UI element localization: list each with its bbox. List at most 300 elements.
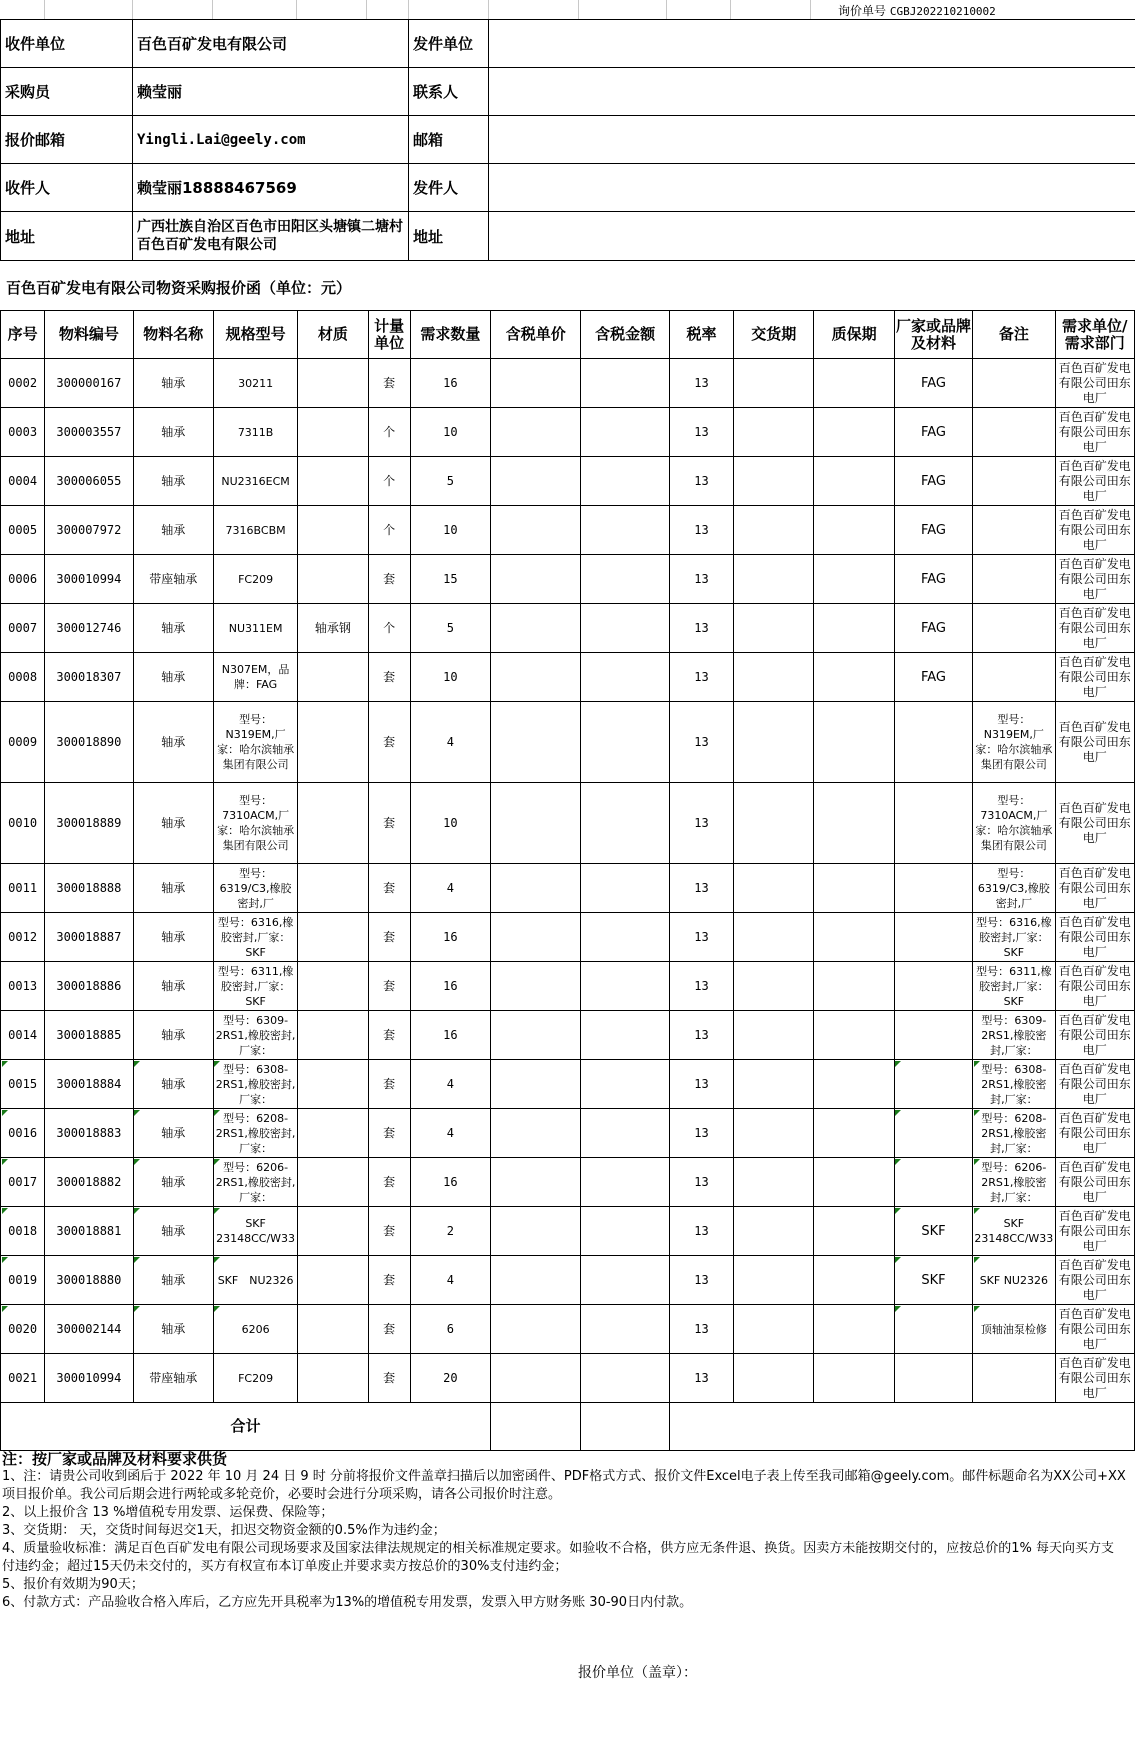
info-label: 报价邮箱	[1, 116, 133, 164]
cell-spec: 型号：6311,橡胶密封,厂家：SKF	[213, 962, 297, 1011]
stamp-label: 报价单位（盖章）：	[578, 1665, 697, 1681]
cell-material	[298, 1011, 368, 1060]
note-line: 2、以上报价含 13 %增值税专用发票、运保费、保险等；	[2, 1505, 334, 1520]
cell-remark	[973, 359, 1055, 408]
cell-remark	[973, 555, 1055, 604]
cell-unit: 个	[368, 408, 410, 457]
cell-indicator-icon	[974, 1061, 980, 1067]
cell-name: 轴承	[133, 1207, 213, 1256]
grid-cell	[132, 0, 213, 19]
col-remark: 备注	[973, 311, 1055, 359]
cell-unit: 套	[368, 702, 410, 783]
cell-remark	[973, 604, 1055, 653]
cell-name: 轴承	[133, 864, 213, 913]
cell-dept: 百色百矿发电有限公司田东电厂	[1055, 1354, 1134, 1403]
cell-warranty	[814, 783, 894, 864]
cell-material	[298, 359, 368, 408]
cell-seq: 0013	[1, 962, 45, 1011]
cell-indicator-icon	[214, 1159, 220, 1165]
cell-spec: SKF NU2326	[213, 1256, 297, 1305]
cell-brand: SKF	[894, 1256, 972, 1305]
col-brand: 厂家或品牌及材料	[894, 311, 972, 359]
cell-price	[491, 1207, 581, 1256]
cell-tax: 13	[669, 1158, 733, 1207]
cell-indicator-icon	[214, 1110, 220, 1116]
cell-indicator-icon	[134, 1159, 140, 1165]
cell-indicator-icon	[974, 1110, 980, 1116]
cell-brand	[894, 962, 972, 1011]
cell-indicator-icon	[214, 1257, 220, 1263]
grid-cell	[212, 0, 297, 19]
info-value	[489, 68, 1135, 116]
cell-amount	[581, 864, 669, 913]
cell-seq: 0020	[1, 1305, 45, 1354]
cell-remark: 型号：7310ACM,厂家：哈尔滨轴承集团有限公司	[973, 783, 1055, 864]
cell-price	[491, 913, 581, 962]
cell-indicator-icon	[974, 1306, 980, 1312]
info-value	[489, 116, 1135, 164]
cell-remark	[973, 1354, 1055, 1403]
total-rest-cell	[669, 1403, 1134, 1451]
cell-seq: 0006	[1, 555, 45, 604]
cell-amount	[581, 913, 669, 962]
cell-qty: 16	[410, 913, 490, 962]
cell-amount	[581, 1158, 669, 1207]
cell-material	[298, 864, 368, 913]
cell-unit: 套	[368, 555, 410, 604]
cell-name: 轴承	[133, 702, 213, 783]
cell-brand	[894, 864, 972, 913]
cell-spec: N307EM，品牌：FAG	[213, 653, 297, 702]
grid-cell	[44, 0, 133, 19]
cell-warranty	[814, 506, 894, 555]
cell-seq: 0002	[1, 359, 45, 408]
cell-price	[491, 1354, 581, 1403]
cell-warranty	[814, 408, 894, 457]
cell-seq: 0016	[1, 1109, 45, 1158]
cell-price	[491, 408, 581, 457]
total-row	[1, 1403, 1135, 1451]
cell-qty: 16	[410, 1011, 490, 1060]
cell-indicator-icon	[214, 1306, 220, 1312]
cell-spec: NU2316ECM	[213, 457, 297, 506]
info-label: 发件单位	[409, 20, 489, 68]
cell-unit: 个	[368, 506, 410, 555]
cell-spec: NU311EM	[213, 604, 297, 653]
cell-dept: 百色百矿发电有限公司田东电厂	[1055, 1207, 1134, 1256]
cell-spec: FC209	[213, 555, 297, 604]
cell-qty: 15	[410, 555, 490, 604]
info-value: 赖莹丽	[133, 68, 409, 116]
col-warranty: 质保期	[814, 311, 894, 359]
cell-spec: 型号：6308-2RS1,橡胶密封,厂家：	[213, 1060, 297, 1109]
info-label: 联系人	[409, 68, 489, 116]
cell-amount	[581, 783, 669, 864]
cell-warranty	[814, 457, 894, 506]
cell-spec: 型号：7310ACM,厂家：哈尔滨轴承集团有限公司	[213, 783, 297, 864]
cell-price	[491, 702, 581, 783]
cell-spec: 型号：6319/C3,橡胶密封,厂	[213, 864, 297, 913]
cell-material	[298, 1109, 368, 1158]
cell-dept: 百色百矿发电有限公司田东电厂	[1055, 555, 1134, 604]
cell-price	[491, 962, 581, 1011]
col-spec: 规格型号	[213, 311, 297, 359]
cell-code: 300018890	[45, 702, 133, 783]
cell-unit: 套	[368, 1207, 410, 1256]
cell-code: 300007972	[45, 506, 133, 555]
cell-indicator-icon	[134, 1110, 140, 1116]
info-row	[1, 212, 1135, 261]
cell-tax: 13	[669, 702, 733, 783]
col-tax: 税率	[669, 311, 733, 359]
cell-material: 轴承钢	[298, 604, 368, 653]
cell-delivery	[734, 457, 814, 506]
cell-amount	[581, 962, 669, 1011]
cell-amount	[581, 1354, 669, 1403]
cell-indicator-icon	[214, 1208, 220, 1214]
cell-remark	[973, 457, 1055, 506]
cell-seq: 0021	[1, 1354, 45, 1403]
cell-brand: FAG	[894, 457, 972, 506]
cell-spec: 7311B	[213, 408, 297, 457]
cell-indicator-icon	[895, 1159, 901, 1165]
cell-name: 轴承	[133, 783, 213, 864]
cell-spec: FC209	[213, 1354, 297, 1403]
cell-brand	[894, 913, 972, 962]
cell-dept: 百色百矿发电有限公司田东电厂	[1055, 962, 1134, 1011]
cell-price	[491, 1011, 581, 1060]
cell-brand: FAG	[894, 604, 972, 653]
cell-qty: 4	[410, 1060, 490, 1109]
cell-delivery	[734, 408, 814, 457]
cell-spec: 30211	[213, 359, 297, 408]
cell-dept: 百色百矿发电有限公司田东电厂	[1055, 913, 1134, 962]
cell-material	[298, 457, 368, 506]
cell-delivery	[734, 359, 814, 408]
cell-seq: 0017	[1, 1158, 45, 1207]
grid-cell	[488, 0, 579, 19]
cell-material	[298, 1256, 368, 1305]
cell-dept: 百色百矿发电有限公司田东电厂	[1055, 1109, 1134, 1158]
table-row	[1, 1060, 1135, 1109]
cell-qty: 16	[410, 1158, 490, 1207]
info-row	[1, 164, 1135, 212]
cell-qty: 4	[410, 864, 490, 913]
cell-amount	[581, 555, 669, 604]
cell-amount	[581, 1207, 669, 1256]
cell-name: 轴承	[133, 506, 213, 555]
cell-tax: 13	[669, 1256, 733, 1305]
cell-spec: SKF 23148CC/W33	[213, 1207, 297, 1256]
cell-brand: SKF	[894, 1207, 972, 1256]
cell-spec: 7316BCBM	[213, 506, 297, 555]
cell-brand: FAG	[894, 653, 972, 702]
inquiry-label: 询价单号	[838, 4, 887, 18]
inquiry-value: CGBJ202210210002	[889, 5, 996, 18]
cell-price	[491, 604, 581, 653]
cell-indicator-icon	[974, 1208, 980, 1214]
cell-material	[298, 962, 368, 1011]
cell-indicator-icon	[134, 1257, 140, 1263]
cell-remark	[973, 506, 1055, 555]
table-row	[1, 1354, 1135, 1403]
inquiry-number	[838, 2, 996, 19]
cell-warranty	[814, 1256, 894, 1305]
cell-seq: 0009	[1, 702, 45, 783]
cell-tax: 13	[669, 408, 733, 457]
cell-seq: 0018	[1, 1207, 45, 1256]
cell-remark: SKF 23148CC/W33	[973, 1207, 1055, 1256]
cell-unit: 套	[368, 1109, 410, 1158]
cell-unit: 套	[368, 1256, 410, 1305]
cell-indicator-icon	[974, 1159, 980, 1165]
cell-price	[491, 506, 581, 555]
cell-dept: 百色百矿发电有限公司田东电厂	[1055, 1060, 1134, 1109]
cell-unit: 个	[368, 457, 410, 506]
cell-indicator-icon	[895, 1257, 901, 1263]
cell-amount	[581, 359, 669, 408]
cell-unit: 套	[368, 1354, 410, 1403]
cell-seq: 0012	[1, 913, 45, 962]
cell-code: 300003557	[45, 408, 133, 457]
grid-cell	[366, 0, 409, 19]
cell-code: 300018881	[45, 1207, 133, 1256]
cell-amount	[581, 653, 669, 702]
cell-code: 300018882	[45, 1158, 133, 1207]
cell-material	[298, 702, 368, 783]
cell-unit: 套	[368, 653, 410, 702]
cell-name: 轴承	[133, 1305, 213, 1354]
cell-delivery	[734, 783, 814, 864]
table-title-text: 百色百矿发电有限公司物资采购报价函（单位：元）	[6, 279, 352, 297]
table-row	[1, 457, 1135, 506]
note-line: 1、注：请贵公司收到函后于 2022 年 10 月 24 日 9 时 分前将报价文件盖章扫描后以加密函件、PDF格式方式、报价文件Excel电子表上传至我司邮箱@geely.com。邮件标题命名为XX公司+XX项目报价单。我公司后期会进行两轮或多轮竞价，必要时会进行分项采购，请各公司报价时注意。	[2, 1469, 1126, 1502]
cell-tax: 13	[669, 1354, 733, 1403]
cell-delivery	[734, 1207, 814, 1256]
cell-brand	[894, 1060, 972, 1109]
cell-delivery	[734, 653, 814, 702]
cell-brand: FAG	[894, 408, 972, 457]
cell-qty: 10	[410, 408, 490, 457]
info-label: 地址	[409, 212, 489, 261]
cell-seq: 0003	[1, 408, 45, 457]
cell-indicator-icon	[2, 1159, 8, 1165]
table-row	[1, 1207, 1135, 1256]
col-material: 材质	[298, 311, 368, 359]
cell-amount	[581, 1109, 669, 1158]
cell-delivery	[734, 604, 814, 653]
cell-unit: 套	[368, 1158, 410, 1207]
cell-qty: 10	[410, 653, 490, 702]
cell-seq: 0011	[1, 864, 45, 913]
cell-brand	[894, 1305, 972, 1354]
material-table	[0, 310, 1135, 1451]
cell-tax: 13	[669, 653, 733, 702]
cell-qty: 2	[410, 1207, 490, 1256]
cell-unit: 个	[368, 604, 410, 653]
cell-code: 300002144	[45, 1305, 133, 1354]
cell-material	[298, 1354, 368, 1403]
cell-seq: 0014	[1, 1011, 45, 1060]
col-name: 物料名称	[133, 311, 213, 359]
cell-brand: FAG	[894, 359, 972, 408]
cell-tax: 13	[669, 864, 733, 913]
cell-unit: 套	[368, 1060, 410, 1109]
cell-tax: 13	[669, 1207, 733, 1256]
grid-cell	[666, 0, 731, 19]
info-value	[489, 212, 1135, 261]
cell-price	[491, 457, 581, 506]
info-value: Yingli.Lai@geely.com	[133, 116, 409, 164]
cell-qty: 16	[410, 359, 490, 408]
cell-material	[298, 1158, 368, 1207]
cell-material	[298, 555, 368, 604]
grid-cell	[408, 0, 489, 19]
cell-code: 300018307	[45, 653, 133, 702]
cell-delivery	[734, 1011, 814, 1060]
cell-delivery	[734, 913, 814, 962]
cell-amount	[581, 604, 669, 653]
cell-spec: 型号：6309-2RS1,橡胶密封,厂家：	[213, 1011, 297, 1060]
cell-code: 300012746	[45, 604, 133, 653]
cell-delivery	[734, 506, 814, 555]
cell-material	[298, 1207, 368, 1256]
cell-qty: 20	[410, 1354, 490, 1403]
cell-seq: 0004	[1, 457, 45, 506]
cell-price	[491, 1305, 581, 1354]
cell-remark: 型号：N319EM,厂家：哈尔滨轴承集团有限公司	[973, 702, 1055, 783]
cell-name: 轴承	[133, 359, 213, 408]
cell-qty: 4	[410, 1109, 490, 1158]
cell-unit: 套	[368, 864, 410, 913]
cell-seq: 0005	[1, 506, 45, 555]
note-line: 3、交货期： 天，交货时间每迟交1天，扣迟交物资金额的0.5%作为违约金；	[2, 1523, 446, 1538]
cell-indicator-icon	[895, 1208, 901, 1214]
cell-spec: 型号：N319EM,厂家：哈尔滨轴承集团有限公司	[213, 702, 297, 783]
total-amount-cell	[581, 1403, 669, 1451]
info-label: 采购员	[1, 68, 133, 116]
cell-warranty	[814, 962, 894, 1011]
cell-indicator-icon	[134, 1306, 140, 1312]
cell-delivery	[734, 1354, 814, 1403]
cell-warranty	[814, 1109, 894, 1158]
cell-qty: 10	[410, 506, 490, 555]
cell-name: 带座轴承	[133, 555, 213, 604]
notes-heading: 注：按厂家或品牌及材料要求供货	[2, 1450, 228, 1468]
cell-price	[491, 555, 581, 604]
cell-qty: 5	[410, 604, 490, 653]
cell-price	[491, 359, 581, 408]
table-row	[1, 1305, 1135, 1354]
cell-material	[298, 913, 368, 962]
cell-material	[298, 408, 368, 457]
cell-spec: 型号：6316,橡胶密封,厂家：SKF	[213, 913, 297, 962]
cell-dept: 百色百矿发电有限公司田东电厂	[1055, 1158, 1134, 1207]
cell-code: 300018883	[45, 1109, 133, 1158]
cell-delivery	[734, 1158, 814, 1207]
cell-remark: 型号：6311,橡胶密封,厂家：SKF	[973, 962, 1055, 1011]
cell-remark: 型号：6319/C3,橡胶密封,厂	[973, 864, 1055, 913]
col-unit: 计量单位	[368, 311, 410, 359]
cell-name: 轴承	[133, 408, 213, 457]
cell-amount	[581, 408, 669, 457]
col-dept: 需求单位/需求部门	[1055, 311, 1134, 359]
cell-warranty	[814, 1060, 894, 1109]
cell-amount	[581, 1256, 669, 1305]
cell-indicator-icon	[974, 1257, 980, 1263]
cell-tax: 13	[669, 1109, 733, 1158]
cell-dept: 百色百矿发电有限公司田东电厂	[1055, 1305, 1134, 1354]
cell-warranty	[814, 359, 894, 408]
cell-tax: 13	[669, 1011, 733, 1060]
cell-indicator-icon	[2, 1306, 8, 1312]
cell-material	[298, 1060, 368, 1109]
cell-warranty	[814, 1158, 894, 1207]
cell-unit: 套	[368, 962, 410, 1011]
table-row	[1, 1011, 1135, 1060]
cell-amount	[581, 702, 669, 783]
cell-name: 轴承	[133, 653, 213, 702]
cell-indicator-icon	[2, 1110, 8, 1116]
note-line: 6、付款方式：产品验收合格入库后，乙方应先开具税率为13%的增值税专用发票，发票入甲方财务账 30-90日内付款。	[2, 1595, 693, 1610]
cell-price	[491, 783, 581, 864]
cell-brand	[894, 1109, 972, 1158]
notes-section	[2, 1450, 1127, 1612]
cell-code: 300000167	[45, 359, 133, 408]
cell-qty: 5	[410, 457, 490, 506]
cell-qty: 10	[410, 783, 490, 864]
cell-indicator-icon	[2, 1061, 8, 1067]
cell-dept: 百色百矿发电有限公司田东电厂	[1055, 359, 1134, 408]
col-price: 含税单价	[491, 311, 581, 359]
cell-delivery	[734, 555, 814, 604]
cell-brand	[894, 1011, 972, 1060]
cell-warranty	[814, 1305, 894, 1354]
cell-warranty	[814, 653, 894, 702]
col-qty: 需求数量	[410, 311, 490, 359]
cell-warranty	[814, 555, 894, 604]
cell-remark: 型号：6316,橡胶密封,厂家：SKF	[973, 913, 1055, 962]
cell-indicator-icon	[2, 1257, 8, 1263]
cell-name: 轴承	[133, 604, 213, 653]
cell-warranty	[814, 864, 894, 913]
total-label: 合计	[1, 1403, 491, 1451]
cell-delivery	[734, 1305, 814, 1354]
cell-unit: 套	[368, 1305, 410, 1354]
cell-dept: 百色百矿发电有限公司田东电厂	[1055, 702, 1134, 783]
info-row	[1, 68, 1135, 116]
cell-name: 轴承	[133, 457, 213, 506]
total-price-cell	[491, 1403, 581, 1451]
header-info-table	[0, 19, 1135, 261]
cell-amount	[581, 1305, 669, 1354]
cell-dept: 百色百矿发电有限公司田东电厂	[1055, 506, 1134, 555]
cell-remark	[973, 408, 1055, 457]
cell-material	[298, 783, 368, 864]
grid-cell	[296, 0, 367, 19]
cell-name: 轴承	[133, 1256, 213, 1305]
cell-name: 轴承	[133, 962, 213, 1011]
cell-qty: 6	[410, 1305, 490, 1354]
cell-amount	[581, 1011, 669, 1060]
cell-price	[491, 1109, 581, 1158]
cell-remark: 顶轴油泵检修	[973, 1305, 1055, 1354]
cell-tax: 13	[669, 1305, 733, 1354]
cell-dept: 百色百矿发电有限公司田东电厂	[1055, 1256, 1134, 1305]
cell-remark: 型号：6208-2RS1,橡胶密封,厂家：	[973, 1109, 1055, 1158]
cell-code: 300018885	[45, 1011, 133, 1060]
cell-price	[491, 653, 581, 702]
